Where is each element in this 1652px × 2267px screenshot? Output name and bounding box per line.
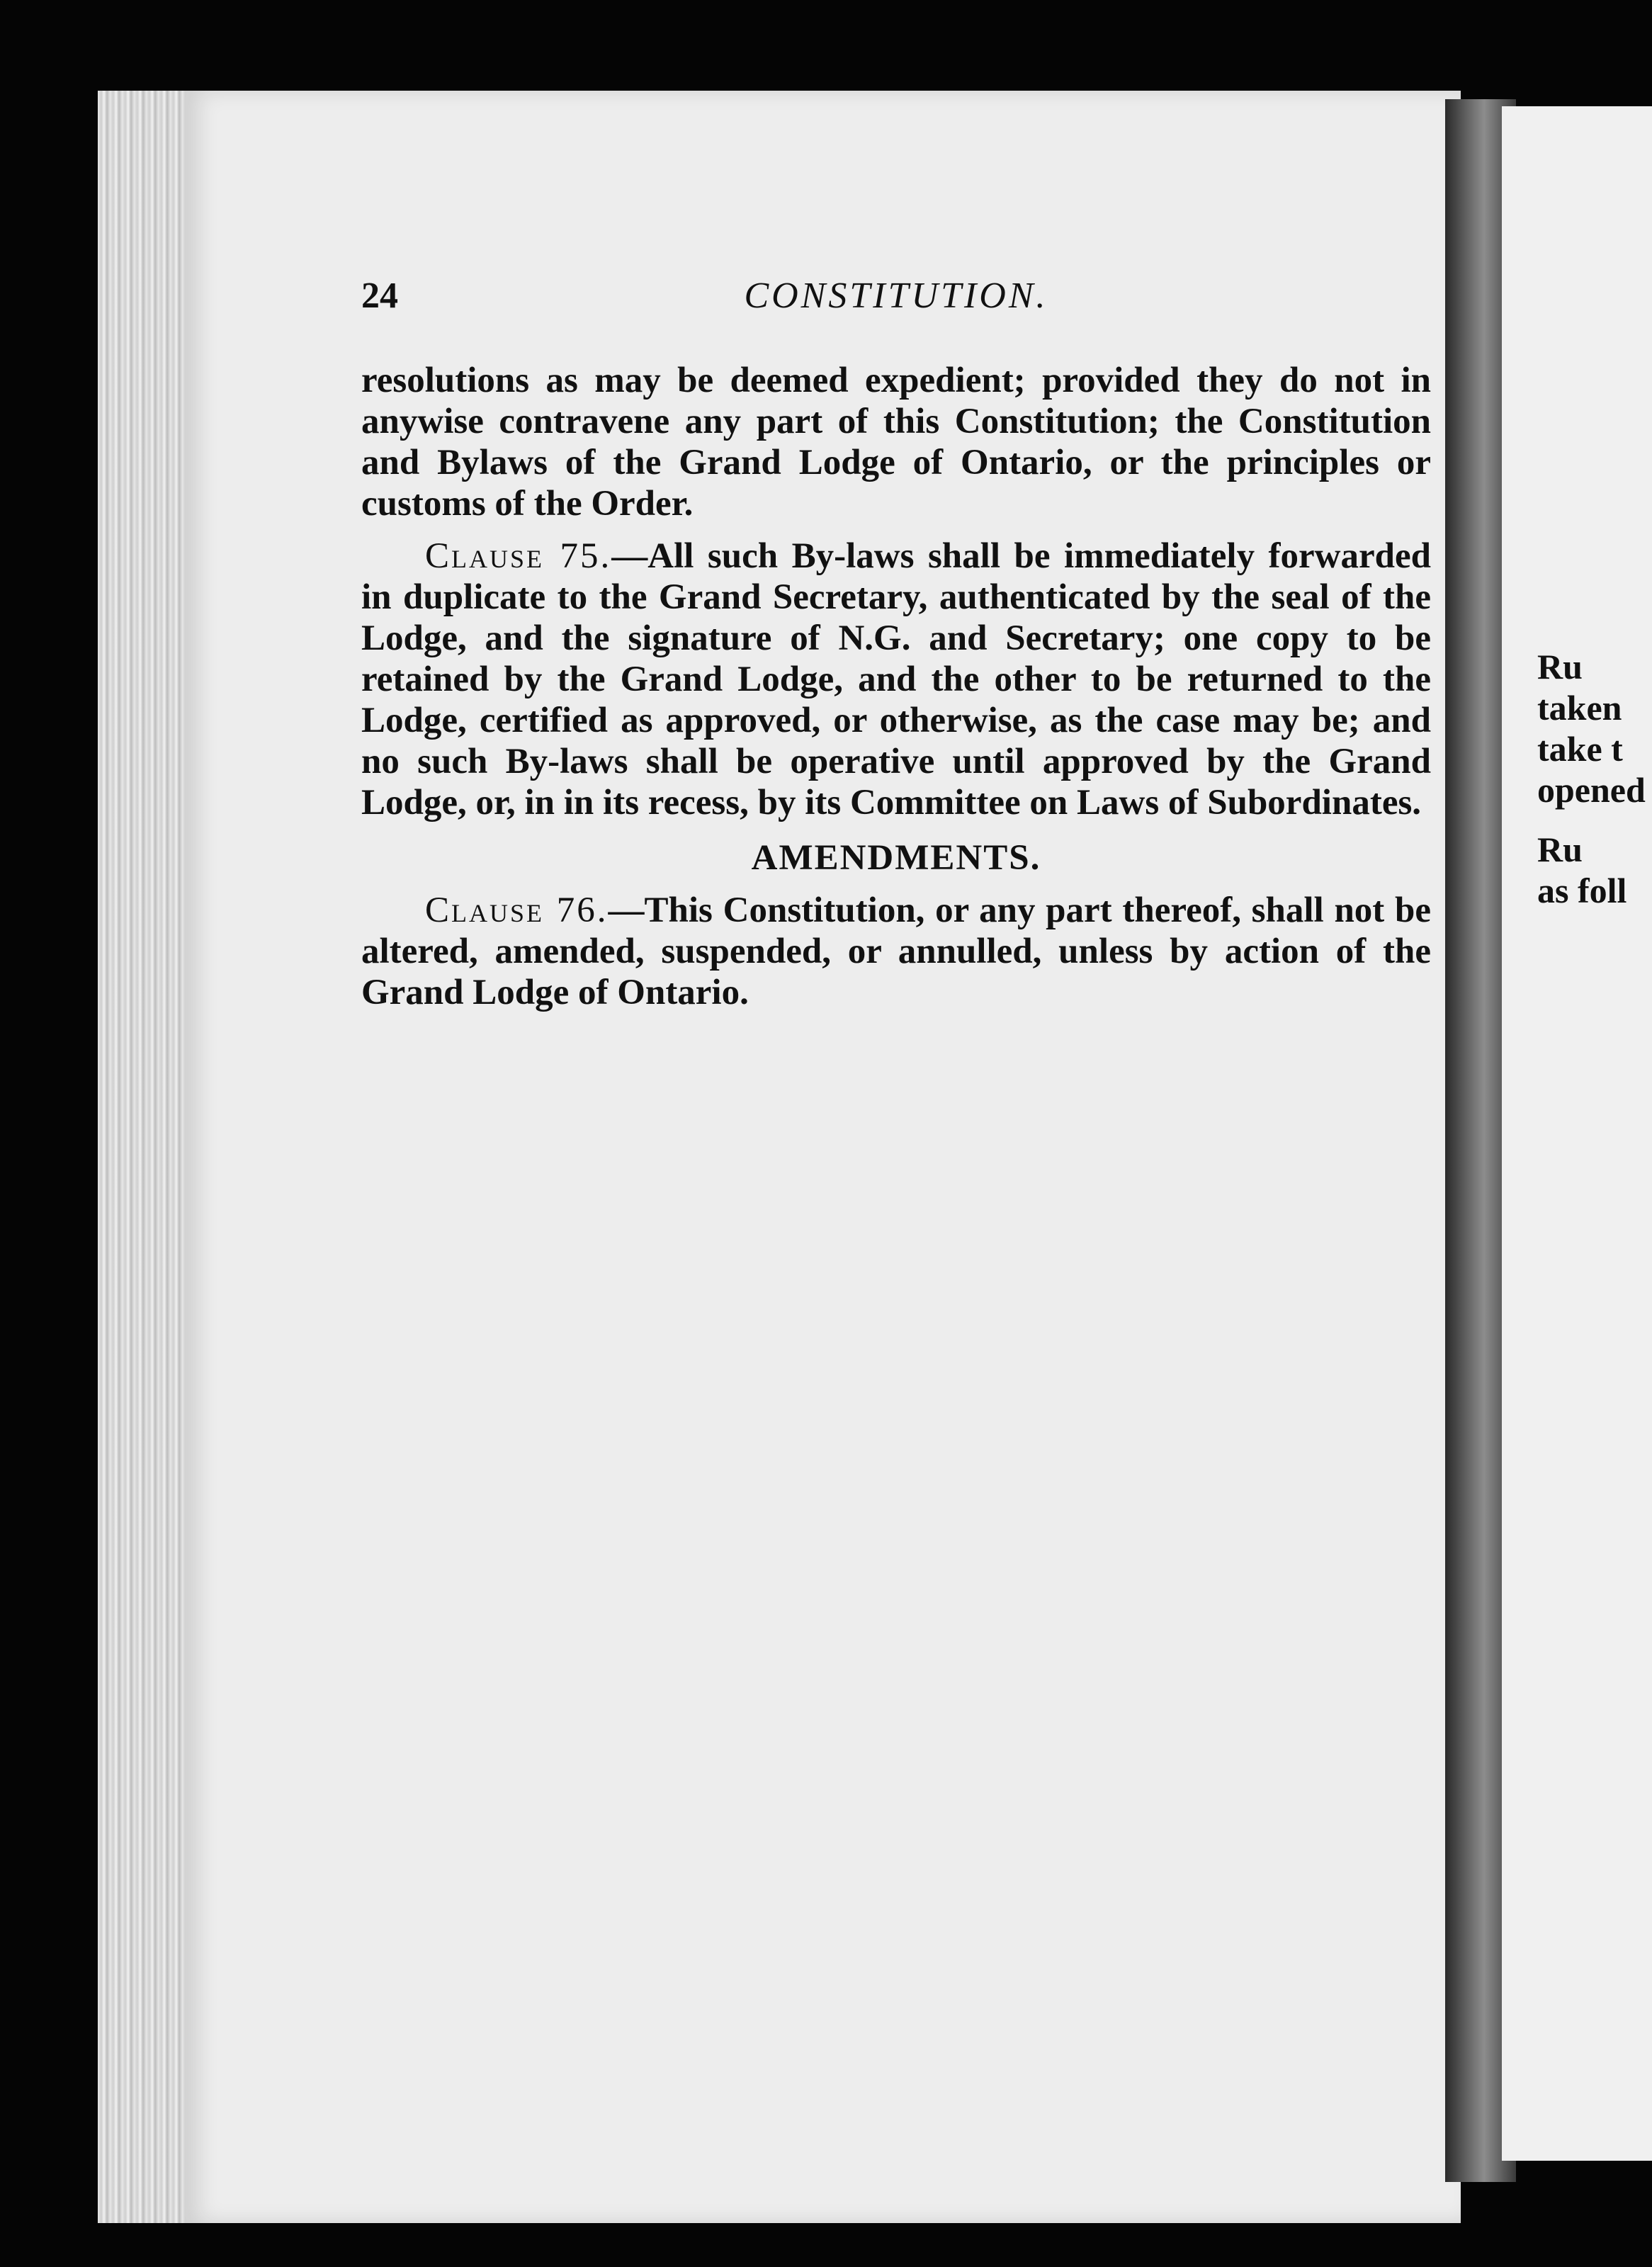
- section-heading: AMENDMENTS.: [751, 838, 1041, 878]
- facing-fragment: as foll: [1537, 871, 1627, 910]
- clause-76-label: Clause 76.: [425, 891, 609, 930]
- facing-fragment: opened: [1537, 770, 1646, 810]
- paragraph-continuation: resolutions as may be deemed expedient; provided they do not in anywise contravene any part of this Constitution; the Constitution and Bylaws of the Grand Lodge of Ontario, or the principles or customs of the Order.: [361, 361, 1431, 524]
- page-body: [361, 360, 1431, 1024]
- clause-75: [361, 536, 1431, 823]
- clause-76-text: —This Constitution, or any part thereof, shall not be altered, amended, suspended, or annulled, unless by action of the Grand Lodge of Ontario.: [361, 891, 1432, 1012]
- page-number: 24: [361, 276, 398, 316]
- clause-75-text: —All such By-laws shall be immediately forwarded in duplicate to the Grand Secretary, authenticated by the seal of the Lodge, and the signature of N.G. and Secretary; one copy to be retained by the Grand Lodge, and the other to be returned to the Lodge, certified as approved, or otherwise, as the case may be; and no such By-laws shall be operative until approved by the Grand Lodge, or, in in its recess, by its Committee on Laws of Subordinates.: [361, 536, 1432, 822]
- facing-fragment: take t: [1537, 729, 1623, 769]
- facing-fragment: Ru: [1537, 647, 1583, 686]
- clause-76: [361, 890, 1431, 1013]
- facing-fragment: Ru: [1537, 830, 1583, 869]
- facing-page: [1502, 106, 1652, 2161]
- page-edge-stack: [98, 91, 188, 2223]
- clause-75-label: Clause 75.: [425, 536, 612, 576]
- facing-fragment: taken: [1537, 688, 1622, 728]
- page-header: [361, 275, 1431, 332]
- running-title: CONSTITUTION.: [744, 276, 1048, 316]
